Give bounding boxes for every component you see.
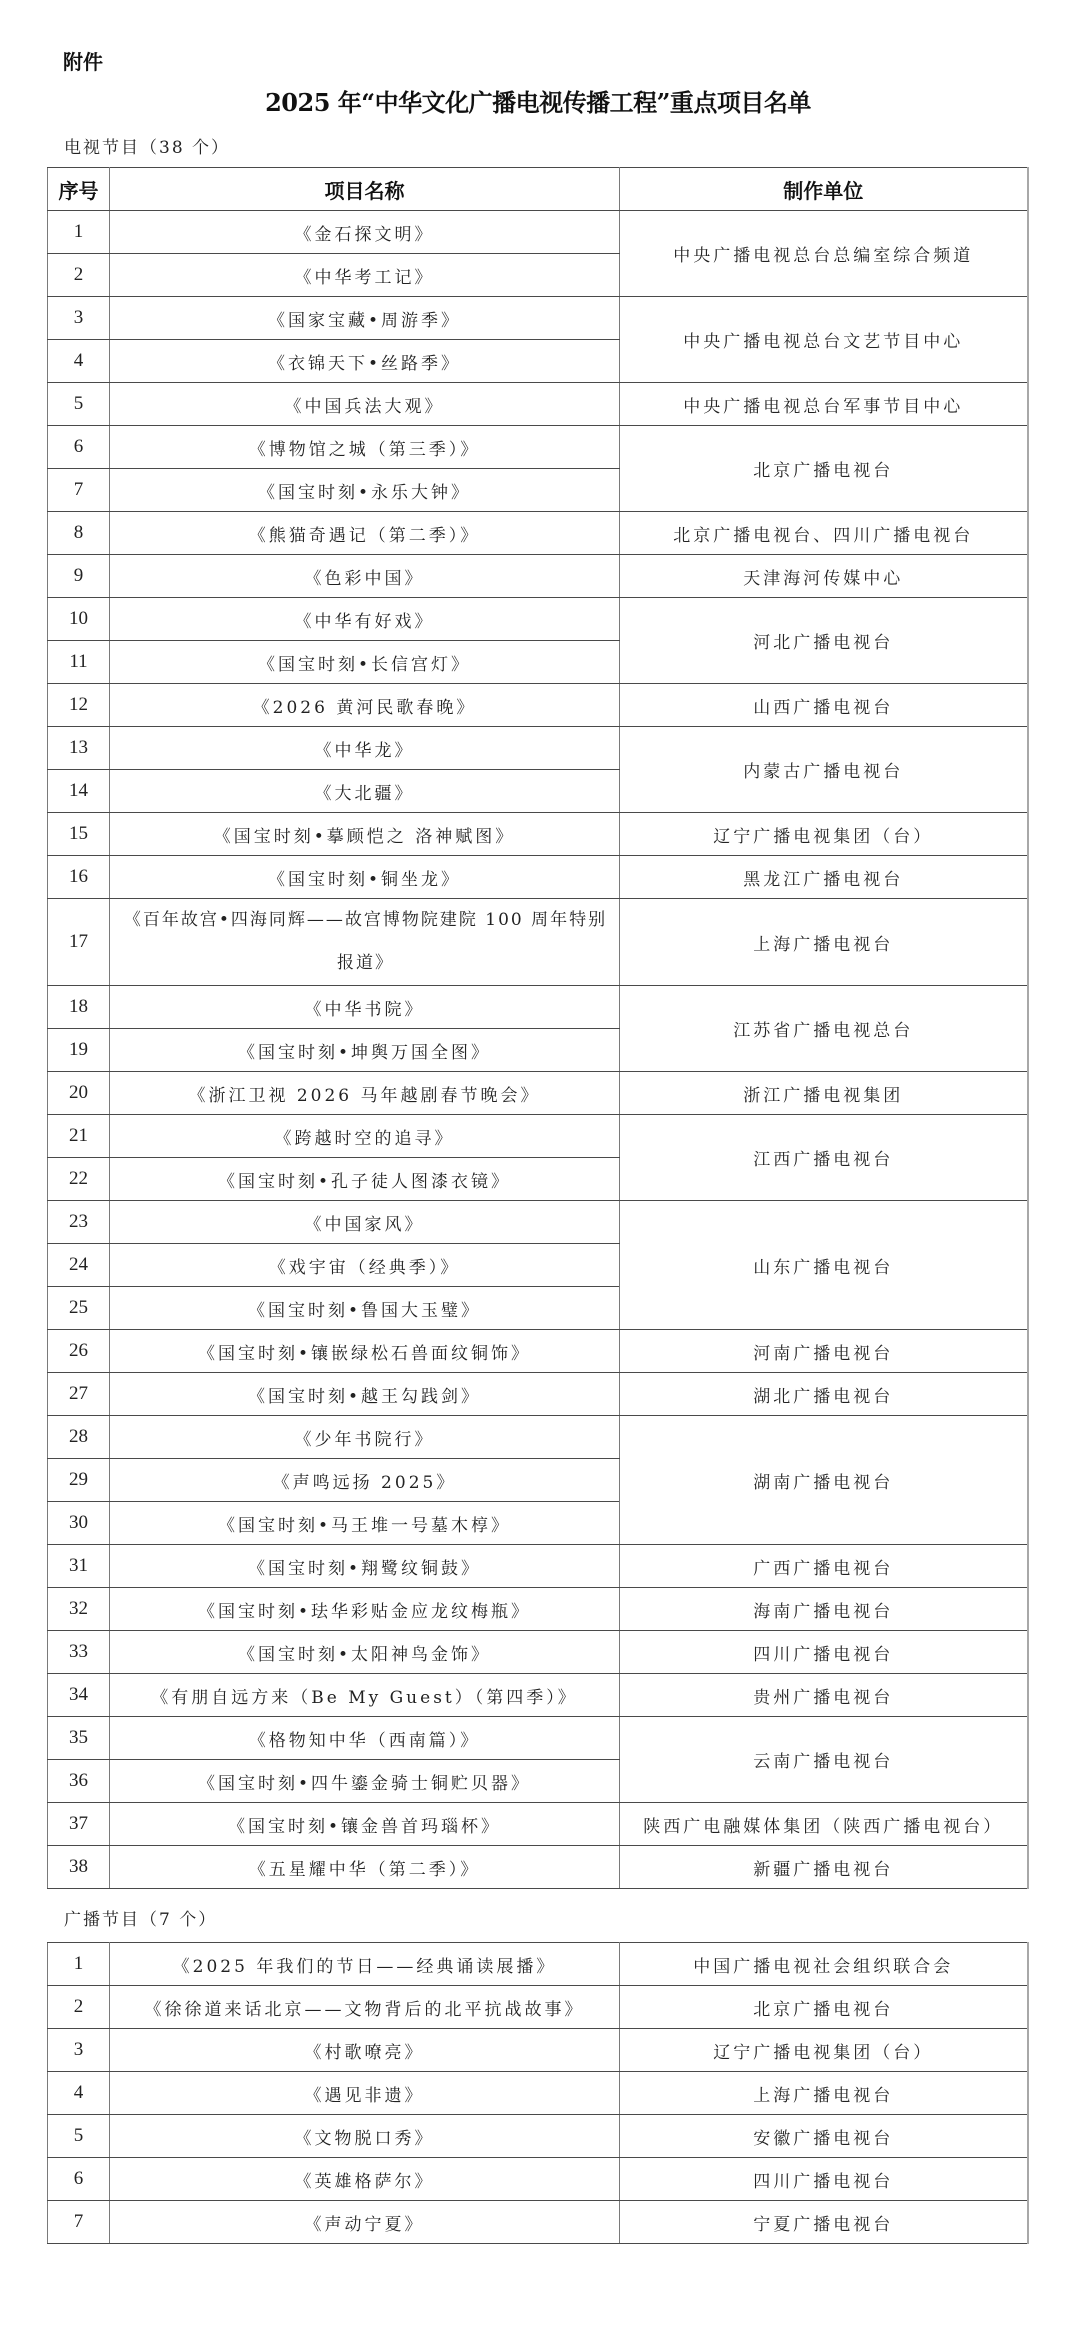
row-number: 10 xyxy=(48,598,110,641)
project-name: 《中国兵法大观》 xyxy=(110,383,620,426)
row-number: 4 xyxy=(48,2072,110,2115)
producer: 上海广播电视台 xyxy=(620,899,1028,986)
table-row xyxy=(48,1072,1028,1115)
table-row xyxy=(48,512,1028,555)
row-number: 27 xyxy=(48,1373,110,1416)
producer: 辽宁广播电视集团（台） xyxy=(620,2029,1028,2072)
row-number: 30 xyxy=(48,1502,110,1545)
producer: 湖北广播电视台 xyxy=(620,1373,1028,1416)
producer: 辽宁广播电视集团（台） xyxy=(620,813,1028,856)
producer: 中央广播电视总台军事节目中心 xyxy=(620,383,1028,426)
producer: 内蒙古广播电视台 xyxy=(620,727,1028,813)
project-name: 《2026 黄河民歌春晚》 xyxy=(110,684,620,727)
row-number: 35 xyxy=(48,1717,110,1760)
project-name: 《浙江卫视 2026 马年越剧春节晚会》 xyxy=(110,1072,620,1115)
project-name: 《村歌嘹亮》 xyxy=(110,2029,620,2072)
row-number: 29 xyxy=(48,1459,110,1502)
project-name: 《戏宇宙（经典季）》 xyxy=(110,1244,620,1287)
row-number: 7 xyxy=(48,469,110,512)
row-number: 22 xyxy=(48,1158,110,1201)
project-name: 《色彩中国》 xyxy=(110,555,620,598)
row-number: 28 xyxy=(48,1416,110,1459)
table-row xyxy=(48,1373,1028,1416)
producer: 黑龙江广播电视台 xyxy=(620,856,1028,899)
row-number: 15 xyxy=(48,813,110,856)
producer: 四川广播电视台 xyxy=(620,1631,1028,1674)
producer: 宁夏广播电视台 xyxy=(620,2201,1028,2244)
project-name: 《英雄格萨尔》 xyxy=(110,2158,620,2201)
row-number: 32 xyxy=(48,1588,110,1631)
project-name: 《中国家风》 xyxy=(110,1201,620,1244)
attachment-label: 附件 xyxy=(63,50,103,74)
producer: 山西广播电视台 xyxy=(620,684,1028,727)
radio-programs-table xyxy=(47,1942,1029,2244)
project-name: 《国宝时刻•四牛鎏金骑士铜贮贝器》 xyxy=(110,1760,620,1803)
project-name: 《少年书院行》 xyxy=(110,1416,620,1459)
table-row xyxy=(48,598,1028,641)
producer: 湖南广播电视台 xyxy=(620,1416,1028,1545)
row-number: 25 xyxy=(48,1287,110,1330)
project-name: 《大北疆》 xyxy=(110,770,620,813)
row-number: 8 xyxy=(48,512,110,555)
table-row xyxy=(48,383,1028,426)
section-heading-tv: 电视节目（38 个） xyxy=(64,138,231,158)
column-header-producer: 制作单位 xyxy=(620,168,1028,211)
row-number: 2 xyxy=(48,254,110,297)
row-number: 5 xyxy=(48,2115,110,2158)
table-row xyxy=(48,684,1028,727)
table-row xyxy=(48,2072,1028,2115)
producer: 天津海河传媒中心 xyxy=(620,555,1028,598)
table-row xyxy=(48,211,1028,254)
row-number: 9 xyxy=(48,555,110,598)
table-row xyxy=(48,555,1028,598)
table-row xyxy=(48,1717,1028,1760)
producer: 海南广播电视台 xyxy=(620,1588,1028,1631)
producer: 中央广播电视总台总编室综合频道 xyxy=(620,211,1028,297)
table-row xyxy=(48,1943,1028,1986)
producer: 四川广播电视台 xyxy=(620,2158,1028,2201)
project-name: 《国宝时刻•长信宫灯》 xyxy=(110,641,620,684)
table-row xyxy=(48,1588,1028,1631)
project-name: 《国宝时刻•坤舆万国全图》 xyxy=(110,1029,620,1072)
tv-programs-table xyxy=(47,167,1029,1889)
table-row xyxy=(48,426,1028,469)
row-number: 7 xyxy=(48,2201,110,2244)
table-row xyxy=(48,1986,1028,2029)
row-number: 19 xyxy=(48,1029,110,1072)
table-row xyxy=(48,297,1028,340)
producer: 北京广播电视台 xyxy=(620,1986,1028,2029)
row-number: 13 xyxy=(48,727,110,770)
producer: 云南广播电视台 xyxy=(620,1717,1028,1803)
table-row xyxy=(48,2029,1028,2072)
row-number: 2 xyxy=(48,1986,110,2029)
row-number: 26 xyxy=(48,1330,110,1373)
row-number: 11 xyxy=(48,641,110,684)
project-name: 《声动宁夏》 xyxy=(110,2201,620,2244)
row-number: 12 xyxy=(48,684,110,727)
project-name: 《国宝时刻•永乐大钟》 xyxy=(110,469,620,512)
producer: 广西广播电视台 xyxy=(620,1545,1028,1588)
table-row xyxy=(48,986,1028,1029)
producer: 江苏省广播电视总台 xyxy=(620,986,1028,1072)
project-name: 《国家宝藏•周游季》 xyxy=(110,297,620,340)
table-row xyxy=(48,1631,1028,1674)
table-row xyxy=(48,2115,1028,2158)
project-name: 《国宝时刻•鲁国大玉璧》 xyxy=(110,1287,620,1330)
producer: 上海广播电视台 xyxy=(620,2072,1028,2115)
row-number: 3 xyxy=(48,2029,110,2072)
row-number: 1 xyxy=(48,211,110,254)
project-name: 《国宝时刻•太阳神鸟金饰》 xyxy=(110,1631,620,1674)
table-row xyxy=(48,899,1028,986)
project-name: 《衣锦天下•丝路季》 xyxy=(110,340,620,383)
project-name: 《遇见非遗》 xyxy=(110,2072,620,2115)
row-number: 18 xyxy=(48,986,110,1029)
project-name: 《国宝时刻•铜坐龙》 xyxy=(110,856,620,899)
producer: 中央广播电视总台文艺节目中心 xyxy=(620,297,1028,383)
column-header-project-name: 项目名称 xyxy=(110,168,620,211)
table-row xyxy=(48,813,1028,856)
project-name: 《国宝时刻•珐华彩贴金应龙纹梅瓶》 xyxy=(110,1588,620,1631)
producer: 陕西广电融媒体集团（陕西广播电视台） xyxy=(620,1803,1028,1846)
row-number: 3 xyxy=(48,297,110,340)
project-name: 《国宝时刻•镶嵌绿松石兽面纹铜饰》 xyxy=(110,1330,620,1373)
project-name: 《国宝时刻•越王勾践剑》 xyxy=(110,1373,620,1416)
row-number: 31 xyxy=(48,1545,110,1588)
row-number: 14 xyxy=(48,770,110,813)
project-name: 《国宝时刻•翔鹭纹铜鼓》 xyxy=(110,1545,620,1588)
project-name: 《国宝时刻•镶金兽首玛瑙杯》 xyxy=(110,1803,620,1846)
table-row xyxy=(48,1846,1028,1889)
table-row xyxy=(48,2158,1028,2201)
project-name: 《跨越时空的追寻》 xyxy=(110,1115,620,1158)
project-name: 《2025 年我们的节日——经典诵读展播》 xyxy=(110,1943,620,1986)
producer: 河南广播电视台 xyxy=(620,1330,1028,1373)
row-number: 16 xyxy=(48,856,110,899)
project-name: 《文物脱口秀》 xyxy=(110,2115,620,2158)
table-row xyxy=(48,1115,1028,1158)
table-row xyxy=(48,1416,1028,1459)
table-header-row xyxy=(48,168,1028,211)
project-name: 《金石探文明》 xyxy=(110,211,620,254)
table-row xyxy=(48,1545,1028,1588)
row-number: 20 xyxy=(48,1072,110,1115)
table-row xyxy=(48,1330,1028,1373)
row-number: 38 xyxy=(48,1846,110,1889)
producer: 安徽广播电视台 xyxy=(620,2115,1028,2158)
project-name: 《五星耀中华（第二季）》 xyxy=(110,1846,620,1889)
row-number: 34 xyxy=(48,1674,110,1717)
table-row xyxy=(48,1674,1028,1717)
project-name: 《熊猫奇遇记（第二季）》 xyxy=(110,512,620,555)
row-number: 6 xyxy=(48,426,110,469)
project-name: 《声鸣远扬 2025》 xyxy=(110,1459,620,1502)
table-row xyxy=(48,856,1028,899)
project-name: 《中华考工记》 xyxy=(110,254,620,297)
project-name: 《百年故宫•四海同辉——故宫博物院建院 100 周年特别报道》 xyxy=(110,899,620,986)
project-name: 《中华有好戏》 xyxy=(110,598,620,641)
project-name: 《有朋自远方来（Be My Guest）（第四季）》 xyxy=(110,1674,620,1717)
project-name: 《国宝时刻•马王堆一号墓木椁》 xyxy=(110,1502,620,1545)
project-name: 《国宝时刻•摹顾恺之 洛神赋图》 xyxy=(110,813,620,856)
row-number: 21 xyxy=(48,1115,110,1158)
row-number: 37 xyxy=(48,1803,110,1846)
row-number: 5 xyxy=(48,383,110,426)
row-number: 33 xyxy=(48,1631,110,1674)
row-number: 36 xyxy=(48,1760,110,1803)
row-number: 23 xyxy=(48,1201,110,1244)
row-number: 6 xyxy=(48,2158,110,2201)
project-name: 《中华龙》 xyxy=(110,727,620,770)
project-name: 《徐徐道来话北京——文物背后的北平抗战故事》 xyxy=(110,1986,620,2029)
row-number: 1 xyxy=(48,1943,110,1986)
row-number: 4 xyxy=(48,340,110,383)
producer: 浙江广播电视集团 xyxy=(620,1072,1028,1115)
producer: 北京广播电视台 xyxy=(620,426,1028,512)
project-name: 《中华书院》 xyxy=(110,986,620,1029)
producer: 新疆广播电视台 xyxy=(620,1846,1028,1889)
table-row xyxy=(48,1201,1028,1244)
table-row xyxy=(48,727,1028,770)
project-name: 《格物知中华（西南篇）》 xyxy=(110,1717,620,1760)
table-row xyxy=(48,1803,1028,1846)
producer: 山东广播电视台 xyxy=(620,1201,1028,1330)
producer: 河北广播电视台 xyxy=(620,598,1028,684)
project-name: 《博物馆之城（第三季）》 xyxy=(110,426,620,469)
row-number: 24 xyxy=(48,1244,110,1287)
document-title: 2025 年“中华文化广播电视传播工程”重点项目名单 xyxy=(265,88,811,117)
row-number: 17 xyxy=(48,899,110,986)
producer: 江西广播电视台 xyxy=(620,1115,1028,1201)
section-heading-radio: 广播节目（7 个） xyxy=(64,1910,218,1930)
producer: 贵州广播电视台 xyxy=(620,1674,1028,1717)
project-name: 《国宝时刻•孔子徒人图漆衣镜》 xyxy=(110,1158,620,1201)
producer: 中国广播电视社会组织联合会 xyxy=(620,1943,1028,1986)
producer: 北京广播电视台、四川广播电视台 xyxy=(620,512,1028,555)
column-header-number: 序号 xyxy=(48,168,110,211)
table-row xyxy=(48,2201,1028,2244)
